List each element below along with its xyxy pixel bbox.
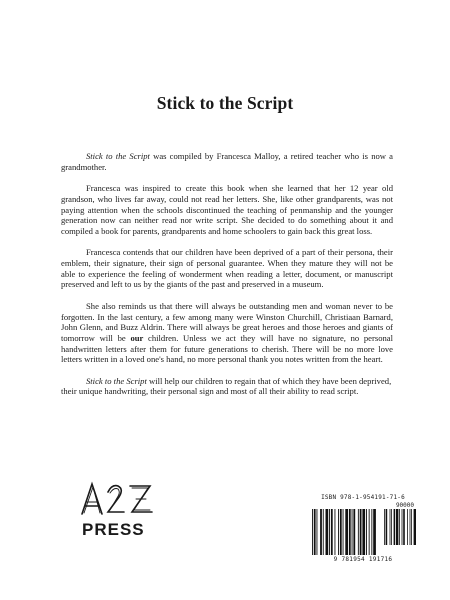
book-title-italic: Stick to the Script	[86, 375, 147, 386]
barcode-stripe	[394, 509, 396, 545]
barcode-stripe	[362, 509, 365, 555]
barcode-stripe	[386, 509, 388, 545]
back-cover-description	[61, 151, 393, 408]
svg-text:PRESS: PRESS	[82, 520, 145, 539]
barcode-stripe	[349, 509, 351, 555]
isbn-barcode	[310, 494, 416, 566]
isbn-label: ISBN 978-1-954191-71-6	[321, 494, 405, 501]
barcode-stripe	[384, 509, 385, 545]
book-title: Stick to the Script	[156, 93, 294, 113]
book-title-italic: Stick to the Script	[86, 151, 150, 161]
barcode-stripe	[340, 509, 342, 555]
barcode-stripe	[314, 509, 316, 555]
barcode-stripe	[410, 509, 411, 545]
barcode-number: 9 781954 191716	[333, 556, 393, 563]
barcode-stripe	[329, 509, 330, 555]
barcode-stripe	[360, 509, 362, 555]
barcode-stripe	[366, 509, 367, 555]
barcode-stripe	[331, 509, 333, 555]
a2z-press-logo	[78, 480, 168, 542]
barcode-stripe	[335, 509, 336, 555]
barcode-stripe	[373, 509, 376, 555]
barcode-stripe	[396, 509, 398, 545]
barcode-stripe	[343, 509, 344, 555]
barcode-stripe	[407, 509, 408, 545]
barcode-stripe	[369, 509, 370, 555]
barcode-stripe	[326, 509, 329, 555]
barcode-stripe	[312, 509, 313, 555]
paragraph-contention: Francesca contends that our children have been deprived of a part of their persona, their emblem, their signature, their sign of personal guarantee. When they mature they will not be able to experience the feeling of wonderment when reading a letter, document, or manuscript preserved and left to us by the giants of the past and preserved in a museum.	[61, 247, 393, 290]
barcode-stripe	[352, 509, 353, 555]
barcode-stripe	[323, 509, 324, 555]
barcode-stripe	[414, 509, 416, 545]
barcode-stripe	[390, 509, 391, 545]
barcode-stripe	[399, 509, 400, 545]
barcode-stripe	[317, 509, 318, 555]
barcode-stripe	[345, 509, 348, 555]
barcode-stripe	[358, 509, 359, 555]
emphasis-our: our	[130, 332, 144, 343]
logo-graphic	[78, 480, 168, 542]
paragraph-intro: Stick to the Script was compiled by Francesca Malloy, a retired teacher who is now a grandmother.	[61, 151, 393, 172]
barcode-stripe	[411, 509, 412, 545]
paragraph-conclusion: Stick to the Script will help our children to regain that of which they have been deprived, their unique handwriting, their personal sign and most of all their ability to read script.	[61, 375, 392, 397]
barcode-stripe	[391, 509, 392, 545]
barcode-stripe	[402, 509, 403, 545]
barcode-stripe	[353, 509, 355, 555]
paragraph-reminder: She also reminds us that there will always be outstanding men and woman never to be forgotten. In the last century, a few among many were Winston Churchill, Christiaan Barnard, John Glenn, and Buzz Aldrin. There will always be great heroes and those heroes and giants of tomorrow will be our children. Unless we act they will have no signature, no personal handwritten letters after them for future generations to cherish. There will be no more love letters written in a loved one's hand, no more personal thank you notes written from the heart.	[61, 300, 393, 365]
barcode-bars	[310, 509, 416, 557]
price-code: 90000	[395, 502, 414, 509]
barcode-stripe	[403, 509, 405, 545]
barcode-stripe	[320, 509, 322, 555]
barcode-stripe	[371, 509, 372, 555]
paragraph-inspiration: Francesca was inspired to create this book when she learned that her 12 year old grandson, who lives far away, could not read her letters. She, like other grandparents, was not paying attention when the schools discontinued the teaching of penmanship and the younger generation now can neither read nor write script. She decided to do something about it and compiled a book for parents, grandparents and home schoolers to gain back this great loss.	[61, 183, 393, 236]
barcode-stripe	[338, 509, 339, 555]
